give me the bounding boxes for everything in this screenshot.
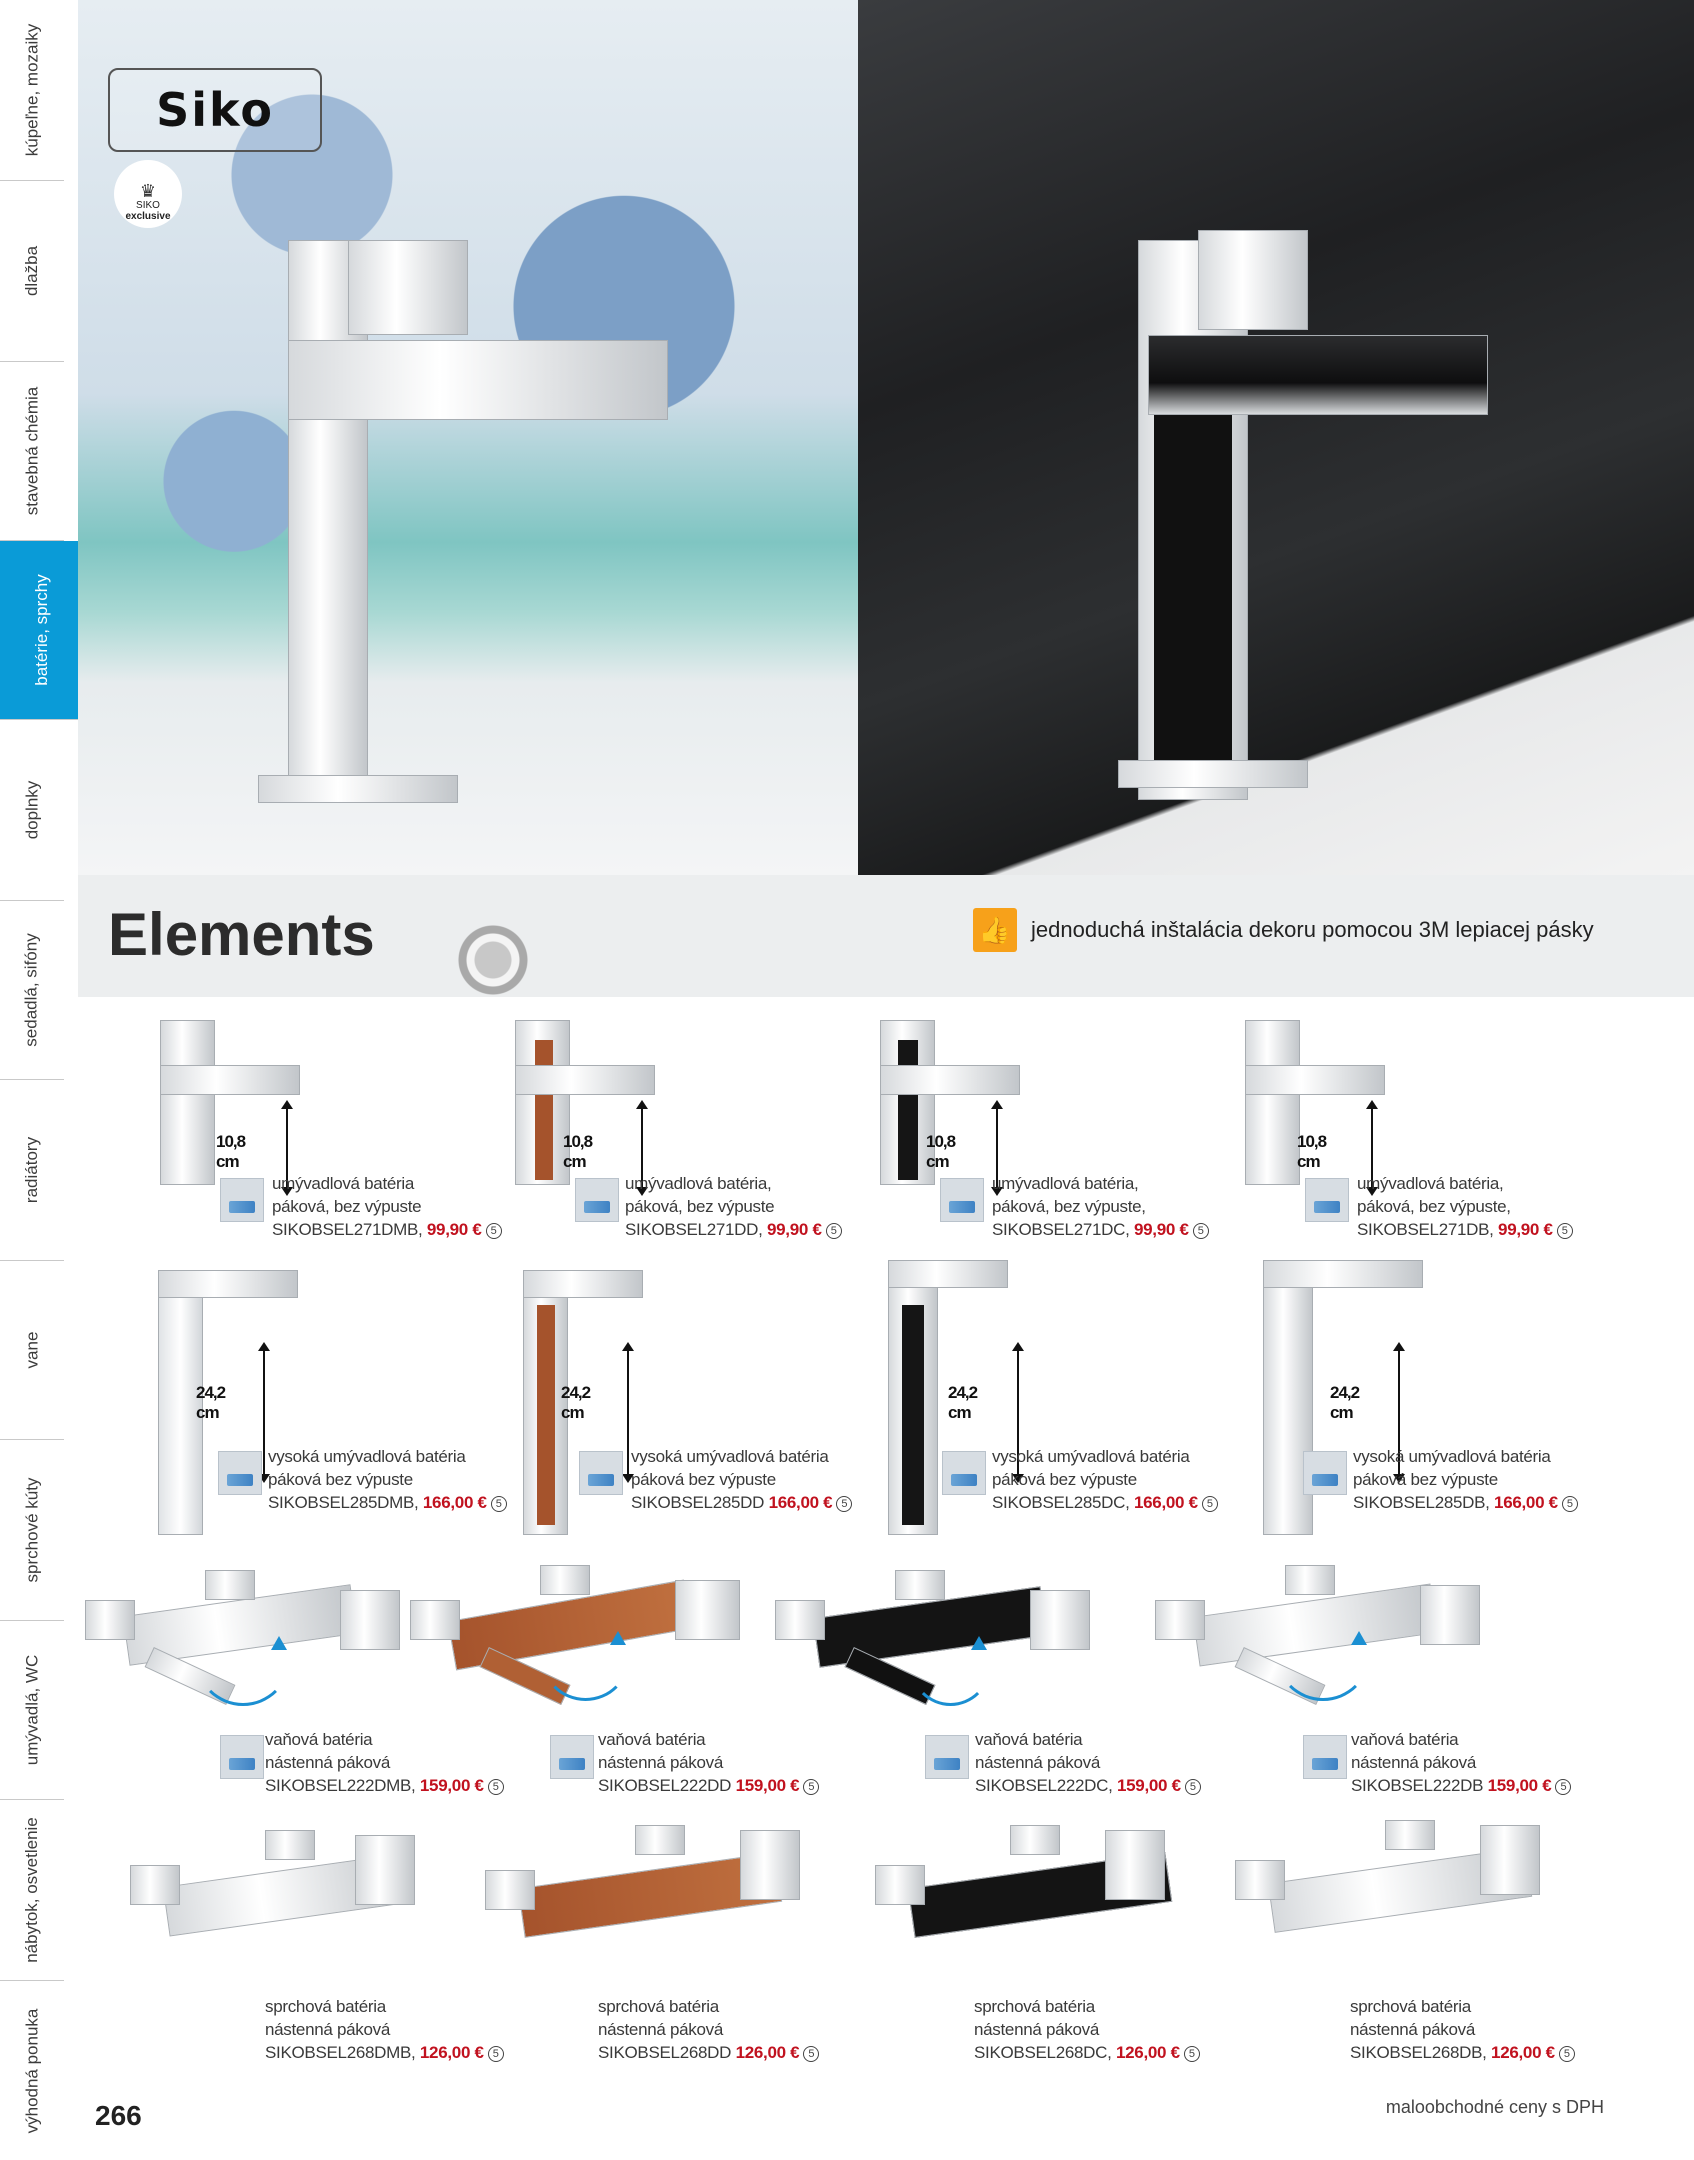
- product-line1: umývadlová batéria: [272, 1174, 415, 1193]
- badge-line-2: exclusive: [125, 211, 171, 222]
- category-sidebar: [0, 0, 80, 2160]
- product-price: 99,90 €: [1133, 1220, 1189, 1239]
- vat-icon: 5: [1185, 1779, 1201, 1795]
- product-price: 126,00 €: [735, 2043, 800, 2062]
- vat-icon: 5: [1202, 1496, 1218, 1512]
- height-label: 10,8 cm: [216, 1132, 246, 1171]
- arrow-head-icon: [610, 1631, 626, 1645]
- lever: [355, 1835, 415, 1905]
- product-line2: páková bez výpuste: [268, 1470, 413, 1489]
- product-spout: [1263, 1260, 1423, 1288]
- product-description: [974, 1995, 1200, 2064]
- product-description: [992, 1445, 1218, 1514]
- install-icon: [575, 1178, 619, 1222]
- hero-photo-floral: [78, 0, 858, 875]
- product-description: [598, 1728, 819, 1797]
- black-insert: [902, 1305, 924, 1525]
- vat-icon: 5: [1557, 1223, 1573, 1239]
- feature-note: [973, 908, 1594, 952]
- install-icon: [940, 1178, 984, 1222]
- product-price: 99,90 €: [426, 1220, 482, 1239]
- tab-label: nábytok, osvetlenie: [22, 1817, 42, 1963]
- product-code-line: [265, 1774, 504, 1797]
- product-image: [1245, 1020, 1300, 1185]
- height-label: 24,2 cm: [561, 1383, 591, 1422]
- product-code: SIKOBSEL271DC,: [992, 1220, 1130, 1239]
- product-line1: umývadlová batéria,: [1357, 1174, 1504, 1193]
- vat-icon: 5: [1559, 2046, 1575, 2062]
- product-code: SIKOBSEL271DB,: [1357, 1220, 1494, 1239]
- product-line1: vaňová batéria: [975, 1730, 1083, 1749]
- connector-top: [895, 1570, 945, 1600]
- product-code: SIKOBSEL268DB,: [1350, 2043, 1487, 2062]
- product-code: SIKOBSEL268DC,: [974, 2043, 1112, 2062]
- feature-text: jednoduchá inštalácia dekoru pomocou 3M lepiacej pásky: [1031, 917, 1594, 942]
- lever: [1420, 1585, 1480, 1645]
- connector-top: [1385, 1820, 1435, 1850]
- install-icon: [218, 1451, 262, 1495]
- install-icon: [942, 1451, 986, 1495]
- connector-left: [775, 1600, 825, 1640]
- install-icon: [550, 1735, 594, 1779]
- vat-icon: 5: [826, 1223, 842, 1239]
- lever: [1480, 1825, 1540, 1895]
- product-price: 159,00 €: [419, 1776, 484, 1795]
- tab-vane[interactable]: [0, 1261, 64, 1440]
- tab-dlazba[interactable]: [0, 181, 64, 362]
- connector-top: [635, 1825, 685, 1855]
- product-spout: [888, 1260, 1008, 1288]
- install-icon: [1305, 1178, 1349, 1222]
- hero-photo-marble: [858, 0, 1694, 875]
- install-icon: [925, 1735, 969, 1779]
- product-description: [265, 1995, 504, 2064]
- tab-label: radiátory: [22, 1136, 42, 1204]
- wood-insert: [535, 1040, 553, 1180]
- product-price: 99,90 €: [766, 1220, 822, 1239]
- product-line2: páková bez výpuste: [992, 1470, 1137, 1489]
- connector-left: [410, 1600, 460, 1640]
- vat-icon: 5: [836, 1496, 852, 1512]
- product-line1: sprchová batéria: [1350, 1997, 1471, 2016]
- vat-icon: 5: [803, 2046, 819, 2062]
- product-code-line: [992, 1491, 1218, 1514]
- tab-label: doplnky: [21, 780, 41, 840]
- tab-label: dlažba: [21, 245, 41, 297]
- product-price: 159,00 €: [1116, 1776, 1181, 1795]
- connector-top: [540, 1565, 590, 1595]
- product-code: SIKOBSEL271DMB,: [272, 1220, 423, 1239]
- product-price: 166,00 €: [1494, 1493, 1558, 1512]
- product-line2: páková, bez výpuste: [625, 1197, 775, 1216]
- connector-top: [1285, 1565, 1335, 1595]
- height-label: 10,8 cm: [563, 1132, 593, 1171]
- product-line1: vaňová batéria: [598, 1730, 706, 1749]
- product-line2: nástenná páková: [975, 1753, 1100, 1772]
- connector-left: [485, 1870, 535, 1910]
- tab-label: výhodná ponuka: [22, 2008, 41, 2133]
- page-title: Elements: [108, 901, 375, 968]
- product-price: 126,00 €: [1491, 2043, 1555, 2062]
- product-line1: sprchová batéria: [265, 1997, 386, 2016]
- product-code-line: [975, 1774, 1201, 1797]
- connector-top: [265, 1830, 315, 1860]
- vat-icon: 5: [486, 1223, 502, 1239]
- height-label: 10,8 cm: [1297, 1132, 1327, 1171]
- product-line1: sprchová batéria: [598, 1997, 719, 2016]
- product-description: [1350, 1995, 1575, 2064]
- product-spout: [515, 1065, 655, 1095]
- product-price: 126,00 €: [1115, 2043, 1180, 2062]
- connector-left: [85, 1600, 135, 1640]
- product-description: [272, 1172, 502, 1241]
- product-code-line: [598, 2041, 819, 2064]
- connector-left: [1235, 1860, 1285, 1900]
- product-line2: nástenná páková: [265, 2020, 390, 2039]
- product-description: [625, 1172, 842, 1241]
- tab-label: vane: [22, 1331, 41, 1369]
- lever: [740, 1830, 800, 1900]
- product-description: [1351, 1728, 1571, 1797]
- black-insert: [898, 1040, 918, 1180]
- product-line1: vysoká umývadlová batéria: [1353, 1447, 1551, 1466]
- vat-icon: 5: [803, 1779, 819, 1795]
- product-code: SIKOBSEL222DD: [598, 1776, 732, 1795]
- product-description: [631, 1445, 852, 1514]
- lever: [340, 1590, 400, 1650]
- install-icon: [579, 1451, 623, 1495]
- siko-logo: [108, 68, 322, 152]
- tab-kupelne[interactable]: [0, 0, 64, 181]
- hero-banner: [78, 0, 1694, 997]
- tab-label: sprchové kúty: [22, 1477, 42, 1583]
- install-icon: [220, 1178, 264, 1222]
- product-line2: nástenná páková: [1350, 2020, 1475, 2039]
- product-code: SIKOBSEL222DC,: [975, 1776, 1113, 1795]
- product-spout: [158, 1270, 298, 1298]
- faucet-handle: [348, 240, 468, 335]
- product-code-line: [1353, 1491, 1578, 1514]
- tab-label: umývadlá, WC: [22, 1654, 41, 1766]
- product-line2: páková bez výpuste: [1353, 1470, 1498, 1489]
- tab-sprchove-kuty[interactable]: [0, 1440, 64, 1621]
- product-code-line: [268, 1491, 507, 1514]
- product-line2: páková, bez výpuste,: [1357, 1197, 1511, 1216]
- vat-icon: 5: [1562, 1496, 1578, 1512]
- faucet-handle: [1198, 230, 1308, 330]
- product-price: 126,00 €: [419, 2043, 484, 2062]
- product-code: SIKOBSEL268DD: [598, 2043, 732, 2062]
- product-code-line: [1350, 2041, 1575, 2064]
- install-icon: [1303, 1451, 1347, 1495]
- connector-left: [1155, 1600, 1205, 1640]
- lever: [1105, 1830, 1165, 1900]
- vat-icon: 5: [488, 2046, 504, 2062]
- product-line1: umývadlová batéria,: [992, 1174, 1139, 1193]
- product-code-line: [598, 1774, 819, 1797]
- vat-icon: 5: [488, 1779, 504, 1795]
- product-price: 166,00 €: [422, 1493, 487, 1512]
- product-line2: nástenná páková: [1351, 1753, 1476, 1772]
- product-code: SIKOBSEL268DMB,: [265, 2043, 416, 2062]
- connector-left: [875, 1865, 925, 1905]
- product-price: 99,90 €: [1498, 1220, 1553, 1239]
- product-code-line: [631, 1491, 852, 1514]
- product-line2: nástenná páková: [265, 1753, 390, 1772]
- product-code: SIKOBSEL222DMB,: [265, 1776, 416, 1795]
- tab-umyvadla-wc[interactable]: [0, 1621, 64, 1800]
- tab-stavebna-chemia[interactable]: [0, 362, 64, 541]
- height-label: 24,2 cm: [1330, 1383, 1360, 1422]
- product-description: [1353, 1445, 1578, 1514]
- product-code: SIKOBSEL222DB: [1351, 1776, 1484, 1795]
- tab-label: batérie, sprchy: [32, 574, 51, 686]
- arrow-head-icon: [1351, 1631, 1367, 1645]
- product-price: 159,00 €: [1487, 1776, 1552, 1795]
- badge-line-1: SIKO: [136, 200, 160, 211]
- product-image: [1263, 1285, 1313, 1535]
- product-code-line: [992, 1218, 1209, 1241]
- product-line1: vysoká umývadlová batéria: [631, 1447, 829, 1466]
- vat-icon: 5: [1555, 1779, 1571, 1795]
- connector-left: [130, 1865, 180, 1905]
- product-line2: páková bez výpuste: [631, 1470, 776, 1489]
- product-description: [268, 1445, 507, 1514]
- product-line2: nástenná páková: [598, 2020, 723, 2039]
- lever: [1030, 1590, 1090, 1650]
- product-code-line: [625, 1218, 842, 1241]
- product-description: [992, 1172, 1209, 1241]
- product-line2: nástenná páková: [598, 1753, 723, 1772]
- height-arrow: [627, 1350, 629, 1475]
- tab-label: sedadlá, sifóny: [22, 933, 41, 1047]
- product-code: SIKOBSEL285DD: [631, 1493, 765, 1512]
- product-code-line: [272, 1218, 502, 1241]
- crown-icon: ♛: [139, 181, 157, 201]
- product-line2: nástenná páková: [974, 2020, 1099, 2039]
- tab-sedadla-sifony[interactable]: [0, 901, 64, 1080]
- tab-radiatory[interactable]: [0, 1080, 64, 1261]
- product-line1: sprchová batéria: [974, 1997, 1095, 2016]
- product-line1: umývadlová batéria,: [625, 1174, 772, 1193]
- tab-label: stavebná chémia: [22, 386, 41, 516]
- product-price: 166,00 €: [768, 1493, 833, 1512]
- product-description: [1357, 1172, 1573, 1241]
- arrow-head-icon: [271, 1636, 287, 1650]
- product-spout: [160, 1065, 300, 1095]
- product-code: SIKOBSEL271DD,: [625, 1220, 763, 1239]
- install-icon: [220, 1735, 264, 1779]
- faucet-base: [1118, 760, 1308, 788]
- wood-insert: [537, 1305, 555, 1525]
- product-description: [975, 1728, 1201, 1797]
- product-line1: vaňová batéria: [1351, 1730, 1459, 1749]
- product-price: 159,00 €: [735, 1776, 800, 1795]
- product-line1: vysoká umývadlová batéria: [992, 1447, 1190, 1466]
- product-spout: [1245, 1065, 1385, 1095]
- thumbs-up-icon: 👍: [973, 908, 1017, 952]
- height-label: 24,2 cm: [196, 1383, 226, 1422]
- product-line2: páková, bez výpuste: [272, 1197, 422, 1216]
- product-spout: [523, 1270, 643, 1298]
- vat-icon: 5: [1184, 2046, 1200, 2062]
- product-code: SIKOBSEL285DB,: [1353, 1493, 1490, 1512]
- sink-drain: [458, 925, 528, 995]
- exclusive-badge: [114, 160, 182, 228]
- product-line1: vaňová batéria: [265, 1730, 373, 1749]
- tab-vyhodna-ponuka[interactable]: [0, 1981, 64, 2160]
- height-label: 10,8 cm: [926, 1132, 956, 1171]
- product-code-line: [1357, 1218, 1573, 1241]
- page-number: 266: [95, 2100, 142, 2131]
- install-icon: [1303, 1735, 1347, 1779]
- product-code: SIKOBSEL285DMB,: [268, 1493, 419, 1512]
- arrow-head-icon: [971, 1636, 987, 1650]
- product-code-line: [1351, 1774, 1571, 1797]
- price-note: maloobchodné ceny s DPH: [1385, 2097, 1604, 2117]
- product-description: [598, 1995, 819, 2064]
- product-price: 166,00 €: [1133, 1493, 1198, 1512]
- faucet-base: [258, 775, 458, 803]
- product-description: [265, 1728, 504, 1797]
- logo-text: Siko: [156, 83, 274, 137]
- lever: [675, 1580, 740, 1640]
- product-code: SIKOBSEL285DC,: [992, 1493, 1130, 1512]
- connector-top: [1010, 1825, 1060, 1855]
- product-code-line: [265, 2041, 504, 2064]
- vat-icon: 5: [1193, 1223, 1209, 1239]
- faucet-spout: [288, 340, 668, 420]
- tab-doplnky[interactable]: [0, 720, 64, 901]
- tab-baterie-sprchy[interactable]: [0, 541, 84, 720]
- vat-icon: 5: [491, 1496, 507, 1512]
- product-line1: vysoká umývadlová batéria: [268, 1447, 466, 1466]
- product-image: [160, 1020, 215, 1185]
- product-line2: páková, bez výpuste,: [992, 1197, 1146, 1216]
- faucet-black-insert: [1154, 400, 1232, 770]
- tab-nabytok-osvetlenie[interactable]: [0, 1800, 64, 1981]
- connector-top: [205, 1570, 255, 1600]
- height-arrow: [263, 1350, 265, 1475]
- product-code-line: [974, 2041, 1200, 2064]
- product-spout: [880, 1065, 1020, 1095]
- faucet-spout: [1148, 335, 1488, 415]
- height-label: 24,2 cm: [948, 1383, 978, 1422]
- tab-label: kúpeľne, mozaiky: [22, 23, 41, 157]
